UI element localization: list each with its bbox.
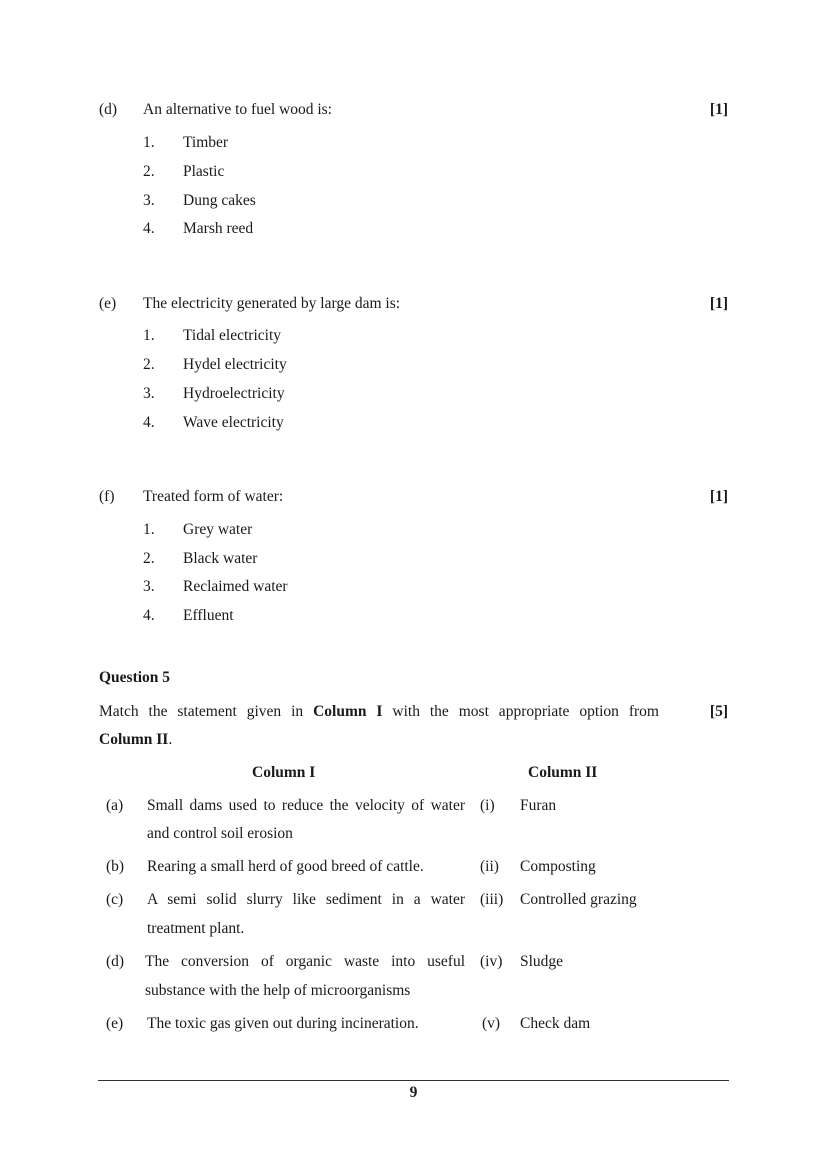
marks-badge: [1]	[709, 295, 728, 312]
row-statement: A semi solid slurry like sediment in a water	[147, 891, 465, 908]
question-text: The electricity generated by large dam is:	[143, 295, 401, 312]
option-number: 2.	[143, 550, 155, 567]
option-text: Hydel electricity	[183, 356, 287, 373]
option-number: 4.	[143, 607, 155, 624]
option-text: Check dam	[520, 1015, 591, 1032]
option-text: Effluent	[183, 607, 234, 624]
question-text: An alternative to fuel wood is:	[143, 101, 332, 118]
marks-badge: [5]	[709, 703, 728, 720]
option-label: (i)	[480, 797, 495, 814]
column-2-header: Column II	[528, 764, 598, 781]
option-number: 4.	[143, 220, 155, 237]
option-label: (v)	[482, 1015, 501, 1032]
option-text: Timber	[183, 134, 229, 151]
option-text: Furan	[520, 797, 557, 814]
option-text: Wave electricity	[183, 414, 284, 431]
question-label: (e)	[99, 295, 117, 312]
row-label: (d)	[106, 953, 125, 970]
row-label: (b)	[106, 858, 125, 875]
question-text: Treated form of water:	[143, 488, 284, 505]
option-number: 3.	[143, 385, 155, 402]
row-label: (e)	[106, 1015, 124, 1032]
row-statement: Small dams used to reduce the velocity of water	[147, 797, 465, 814]
instruction-text: .	[168, 731, 173, 748]
row-statement: The toxic gas given out during incineration.	[147, 1015, 419, 1032]
option-number: 4.	[143, 414, 155, 431]
option-text: Sludge	[520, 953, 564, 970]
instruction-bold-text: Column II	[99, 731, 169, 748]
page-number: 9	[409, 1084, 418, 1101]
row-statement-cont: treatment plant.	[147, 920, 245, 937]
option-text: Plastic	[183, 163, 225, 180]
question-title: Question 5	[99, 669, 171, 686]
option-number: 1.	[143, 327, 155, 344]
option-text: Hydroelectricity	[183, 385, 285, 402]
option-number: 2.	[143, 163, 155, 180]
row-label: (a)	[106, 797, 124, 814]
row-statement-cont: substance with the help of microorganisms	[145, 982, 411, 999]
instruction-text: with the most appropriate option from	[382, 703, 659, 720]
row-statement-cont: and control soil erosion	[147, 825, 293, 842]
instruction-text: Match the statement given in	[99, 703, 314, 720]
instruction-continuation	[99, 731, 172, 749]
question-label: (d)	[99, 101, 118, 118]
option-number: 2.	[143, 356, 155, 373]
option-text: Grey water	[183, 521, 253, 538]
question-instruction	[99, 703, 659, 721]
marks-badge: [1]	[709, 488, 728, 505]
option-text: Dung cakes	[183, 192, 256, 209]
footer-divider	[98, 1080, 729, 1081]
instruction-bold-text: Column I	[313, 703, 383, 720]
row-label: (c)	[106, 891, 124, 908]
option-number: 1.	[143, 134, 155, 151]
option-number: 3.	[143, 578, 155, 595]
option-text: Tidal electricity	[183, 327, 282, 344]
option-number: 3.	[143, 192, 155, 209]
row-statement: The conversion of organic waste into useful	[145, 953, 465, 970]
row-statement: Rearing a small herd of good breed of cattle.	[147, 858, 424, 875]
marks-badge: [1]	[709, 101, 728, 118]
option-text: Composting	[520, 858, 596, 875]
option-label: (iii)	[480, 891, 504, 908]
column-1-header: Column I	[252, 764, 316, 781]
option-number: 1.	[143, 521, 155, 538]
option-label: (ii)	[480, 858, 499, 875]
option-text: Controlled grazing	[520, 891, 637, 908]
option-label: (iv)	[480, 953, 503, 970]
option-text: Reclaimed water	[183, 578, 288, 595]
question-label: (f)	[99, 488, 115, 505]
option-text: Black water	[183, 550, 258, 567]
option-text: Marsh reed	[183, 220, 254, 237]
